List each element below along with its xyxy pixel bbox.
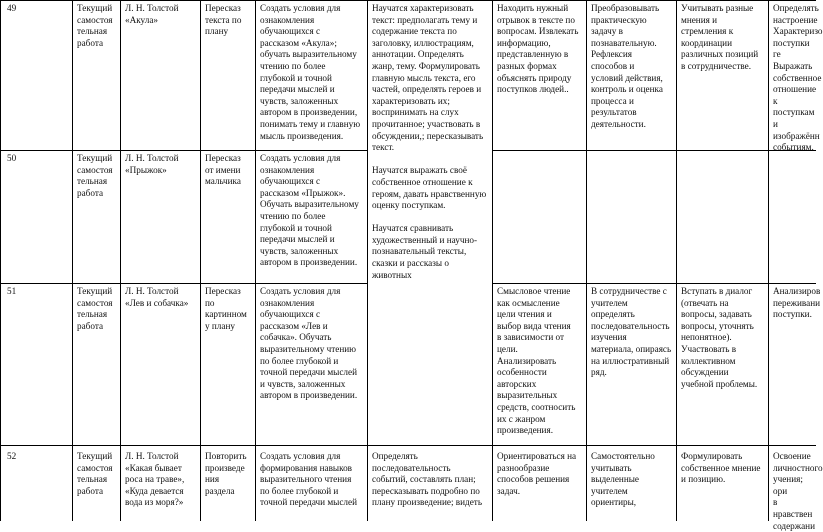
lesson-number: 52: [7, 451, 17, 461]
lesson-topic: Л. Н. Толстой «Лев и собачка»: [125, 286, 189, 308]
subject-results-merged: Научатся характеризовать текст: предполагать тему и содержание текста по заголовку, иллюстрациям, аннотации. Определять жанр, тему. Формулировать главную мысль текста, его частей, определять героев и характеризовать их; воспринимать на слух прочитанное; участвовать в обсуждении,; пересказывать текст. Научатся выражать своё собственное отношение к героям, давать нравственную оценку поступкам. Научатся сравнивать художественный и научно- познавательный тексты, сказки и рассказы о животных: [372, 3, 487, 280]
lesson-form: Текущий самостоя тельная работа: [77, 153, 113, 198]
table-border-left: [0, 0, 1, 521]
lesson-form: Текущий самостоя тельная работа: [77, 3, 113, 48]
lesson-number: 50: [7, 153, 17, 163]
column-divider: [367, 0, 368, 521]
column-divider: [200, 0, 201, 521]
cognitive-skills: Преобразовывать практическую задачу в познавательную. Рефлексия способов и условий действия, контроль и оценка процесса и результатов деятельности.: [591, 3, 663, 129]
communicative-skills: Учитывать разные мнения и стремления к координации различных позиций в сотрудничестве.: [681, 3, 759, 71]
row-divider: [492, 283, 816, 284]
column-divider: [768, 0, 769, 521]
lesson-goal: Создать условия для ознакомления обучающихся с рассказом «Прыжок». Обучать выразительному чтению по более глубокой и точной передачи мыслей и чувств, заложенных автором в произведении.: [260, 153, 359, 268]
communicative-skills: Формулировать собственное мнение и позицию.: [681, 451, 761, 485]
lesson-number: 49: [7, 3, 17, 13]
lesson-activity: Пересказ от имени мальчика: [205, 153, 241, 187]
column-divider: [676, 0, 677, 521]
lesson-topic: Л. Н. Толстой «Прыжок»: [125, 153, 179, 175]
regulatory-skills: Находить нужный отрывок в тексте по вопросам. Извлекать информацию, представленную в разных формах объяснять природу поступков людей..: [497, 3, 579, 95]
row-divider: [0, 445, 816, 446]
lesson-form: Текущий самостоя тельная работа: [77, 451, 113, 496]
row-divider: [0, 150, 367, 151]
regulatory-skills: Смысловое чтение как осмысление цели чтения и выбор вида чтения в зависимости от цели. Анализировать особенности авторских выразительных средств, соотносить их с жанром произведения.: [497, 286, 576, 436]
subject-results: Определять последовательность событий, составлять план; пересказывать подробно по плану произведение; видеть: [372, 451, 483, 508]
lesson-topic: Л. Н. Толстой «Какая бывает роса на траве», «Куда девается вода из моря?»: [125, 451, 185, 508]
row-divider: [0, 283, 367, 284]
personal-results: Определять настроение Характеризо поступки ге Выражать собственное отношение к поступкам и изображённ событиям.: [773, 3, 823, 153]
row-divider: [492, 150, 816, 151]
lesson-goal: Создать условия для формирования навыков выразительного чтения по более глубокой и точной передачи мыслей: [260, 451, 358, 508]
regulatory-skills: Ориентироваться на разнообразие способов решения задач.: [497, 451, 577, 496]
lesson-activity: Повторить произведе ния раздела: [205, 451, 247, 496]
column-divider: [492, 0, 493, 521]
column-divider: [586, 0, 587, 521]
lesson-goal: Создать условия для ознакомления обучающихся с рассказом «Акула»; обучать выразительному чтению по более глубокой и точной передачи мыслей и чувств, заложенных автором в произведении, понимать тему и главную мысль произведения.: [260, 3, 361, 141]
column-divider: [255, 0, 256, 521]
personal-results: Освоение личностного учения; ори в нравствен содержани: [773, 451, 823, 531]
lesson-activity: Пересказ по картинном у плану: [205, 286, 247, 331]
lesson-form: Текущий самостоя тельная работа: [77, 286, 113, 331]
cognitive-skills: В сотрудничестве с учителем определять последовательность изучения материала, опираясь на иллюстративный ряд.: [591, 286, 672, 378]
lesson-topic: Л. Н. Толстой «Акула»: [125, 3, 179, 25]
communicative-skills: Вступать в диалог (отвечать на вопросы, задавать вопросы, уточнять непонятное). Участвовать в коллективном обсуждении учебной проблемы.: [681, 286, 758, 389]
lesson-activity: Пересказ текста по плану: [205, 3, 242, 37]
column-divider: [72, 0, 73, 521]
row-divider: [0, 0, 816, 1]
column-divider: [120, 0, 121, 521]
lesson-goal: Создать условия для ознакомления обучающихся с рассказом «Лев и собачка». Обучать выразительному чтению по более глубокой и точной передачи мыслей и чувств, заложенных автором в произведении.: [260, 286, 358, 401]
personal-results: Анализиров переживани поступки.: [773, 286, 821, 320]
lesson-number: 51: [7, 286, 17, 296]
cognitive-skills: Самостоятельно учитывать выделенные учителем ориентиры,: [591, 451, 655, 508]
